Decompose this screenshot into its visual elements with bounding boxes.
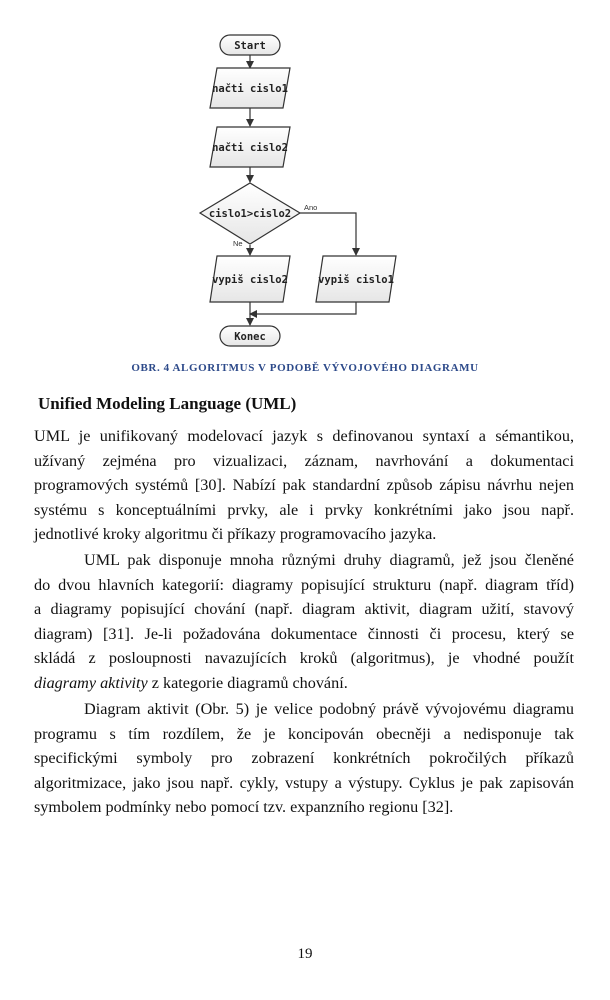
end-label: Konec <box>234 331 266 343</box>
read2-label: načti cislo2 <box>212 142 288 154</box>
flowchart-diagram <box>0 0 610 360</box>
print1-label: vypiš cislo1 <box>318 274 394 286</box>
start-label: Start <box>234 40 266 52</box>
section-heading: Unified Modeling Language (UML) <box>38 394 297 413</box>
paragraph-line: užívaný zejména pro vizualizaci, záznam, navrhování a dokumentaci <box>34 451 574 470</box>
paragraph-line: programových systémů [30]. Nabízí pak standardní způsob zápisu návrhu nejen <box>34 476 574 495</box>
paragraph-line: Diagram aktivit (Obr. 5) je velice podobný právě vývojovému diagramu <box>84 700 574 718</box>
print2-label: vypiš cislo2 <box>212 274 288 286</box>
paragraph-line: symbolem podmínky nebo pomocí tzv. expanzního regionu [32]. <box>34 798 454 817</box>
paragraph-line: specifickými symboly pro zobrazení konkrétních pokročilých příkazů <box>34 749 574 768</box>
paragraph-line: systému s konceptuálními prvky, ale i prvky konkrétními jako jsou např. <box>34 500 574 519</box>
paragraph-line: a diagramy popisující chování (např. diagram aktivit, diagram užití, stavový <box>34 600 574 619</box>
paragraph-line: algoritmizace, jako jsou např. cykly, vstupy a výstupy. Cyklus je pak zapisován <box>34 773 574 792</box>
figure-caption: OBR. 4 ALGORITMUS V PODOBĚ VÝVOJOVÉHO DIAGRAMU <box>131 362 479 374</box>
paragraph-line: jednotlivé kroky algoritmu či příkazy programovacího jazyka. <box>34 525 437 544</box>
paragraph-line-rest: z kategorie diagramů chování. <box>147 673 348 692</box>
paragraph-line: diagram) [31]. Je-li požadována dokumentace činnosti či procesu, který se <box>34 624 574 643</box>
yes-label: Ano <box>304 203 318 212</box>
connector-print1-end <box>250 302 356 314</box>
paragraph-1 <box>34 424 574 547</box>
paragraph-3 <box>34 697 574 820</box>
page-number: 19 <box>297 946 313 962</box>
paragraph-line: UML pak disponuje mnoha různými druhy diagramů, jež jsou členěné <box>84 551 574 569</box>
paragraph-line-last <box>34 671 574 696</box>
italic-term: diagramy aktivity <box>34 673 148 692</box>
paragraph-line: programu s tím rozdílem, že je koncipován obecněji a nedisponuje tak <box>34 724 574 743</box>
no-label: Ne <box>233 239 243 248</box>
condition-label: cislo1>cislo2 <box>208 208 292 220</box>
paragraph-2 <box>34 548 574 696</box>
connector-condition-yes <box>300 213 356 255</box>
paragraph-line: do dvou hlavních kategorií: diagramy popisující strukturu (např. diagram tříd) <box>34 575 574 594</box>
paragraph-line: skládá z posloupnosti navazujících kroků (algoritmus), je vhodné použít <box>34 649 574 668</box>
read1-label: načti cislo1 <box>212 83 288 95</box>
paragraph-line: UML je unifikovaný modelovací jazyk s definovanou syntaxí a sémantikou, <box>34 427 574 445</box>
